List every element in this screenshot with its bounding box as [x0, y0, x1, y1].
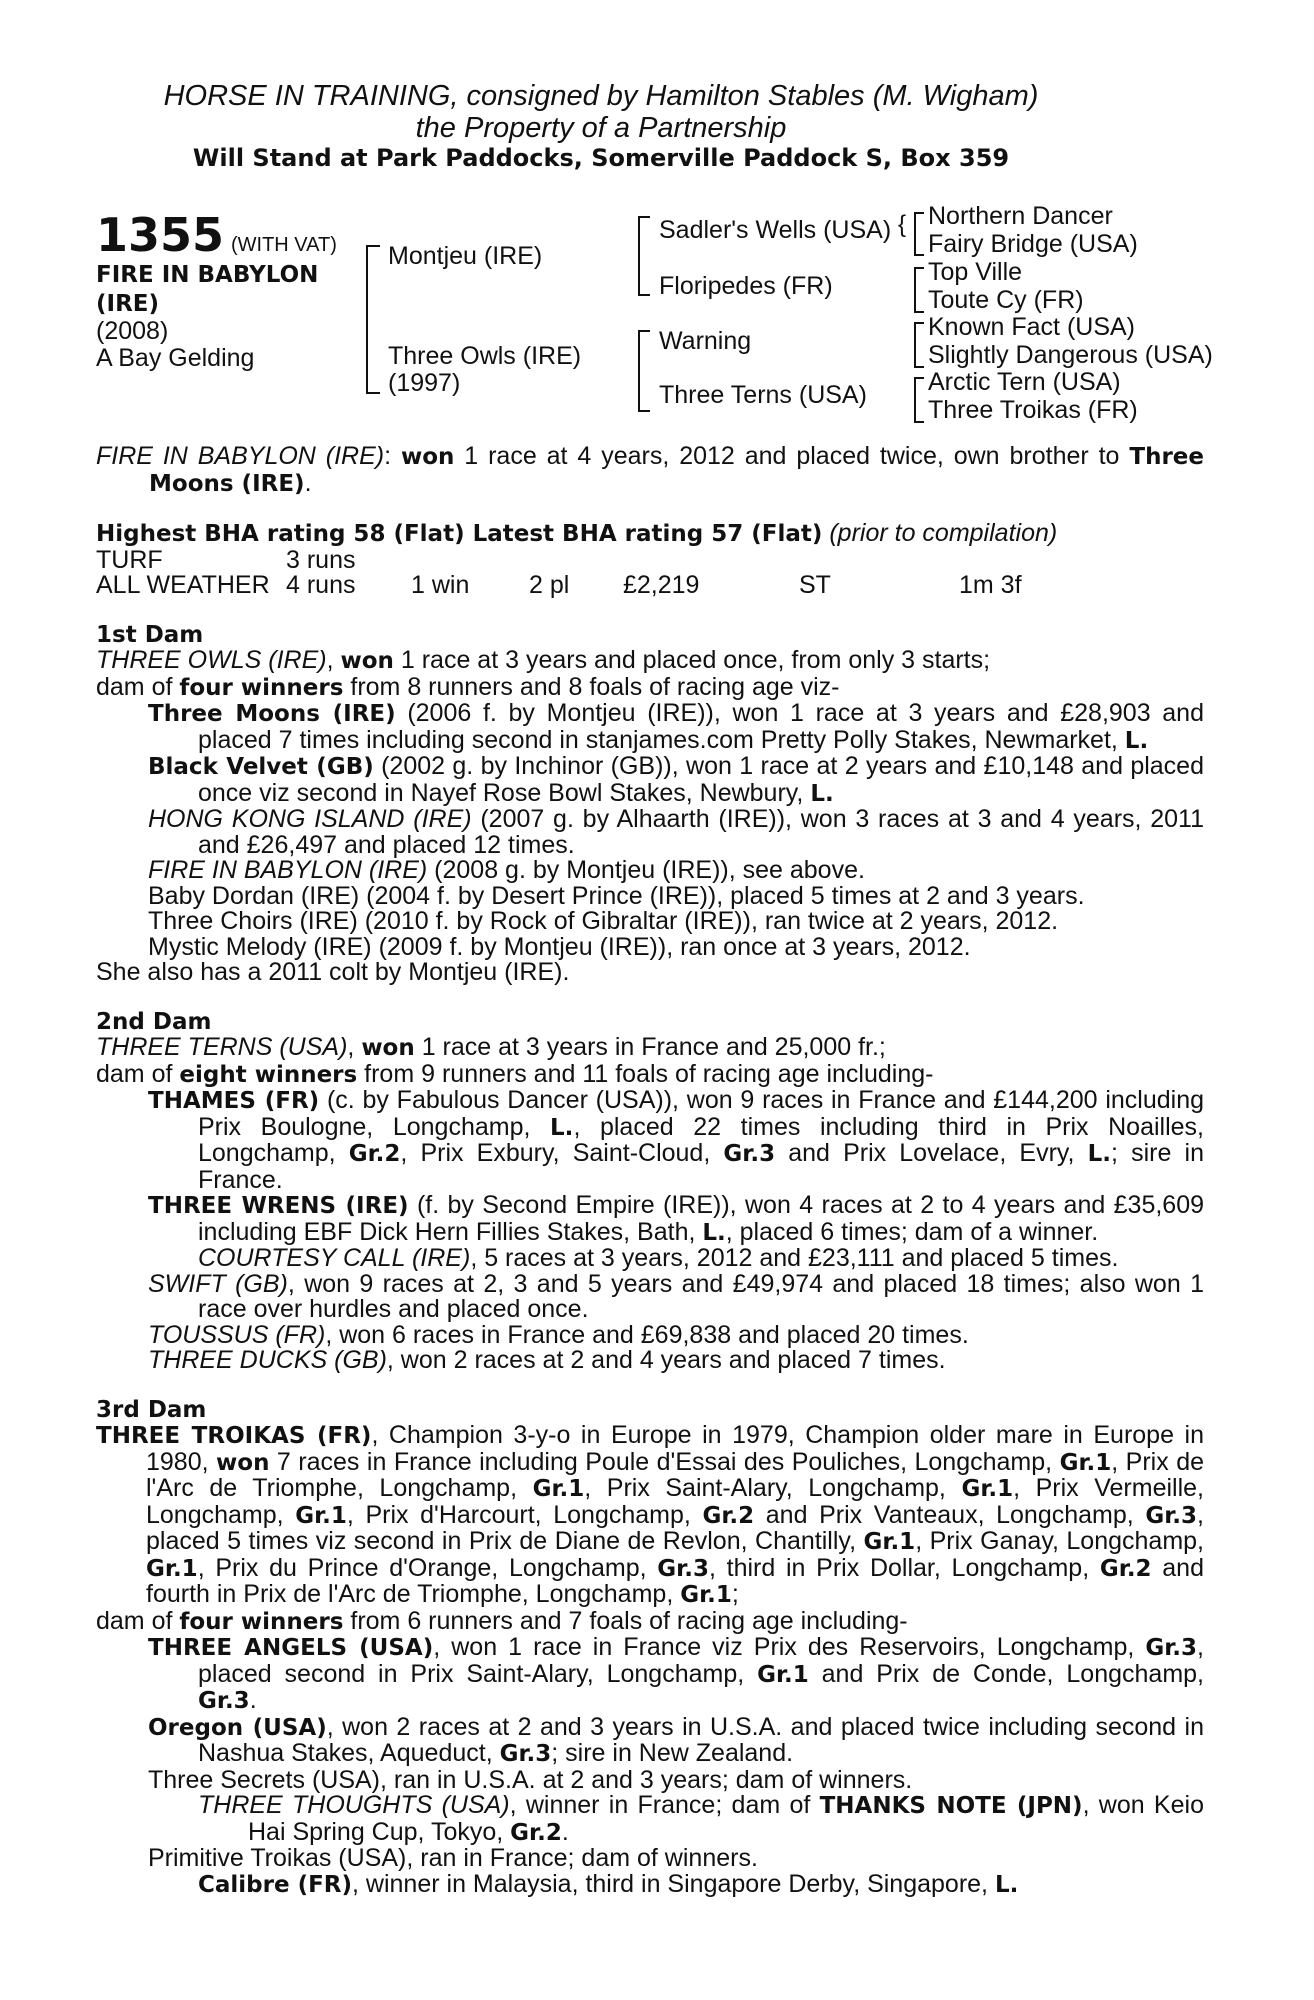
- produce-entry: Calibre (FR), winner in Malaysia, third in Singapore Derby, Singapore, L.: [198, 1869, 1019, 1898]
- produce-entry: FIRE IN BABYLON (IRE) (2008 g. by Montjeu (IRE)), see above.: [148, 856, 865, 884]
- placed: 2 pl: [529, 571, 570, 599]
- second-dam-heading: 2nd Dam: [96, 1008, 212, 1035]
- race-summary: FIRE IN BABYLON (IRE): won 1 race at 4 years, 2012 and placed twice, own brother to Three Moons (IRE).: [96, 442, 1204, 497]
- pedigree-bracket-g2: [914, 267, 924, 313]
- surface: TURF: [96, 545, 163, 574]
- ancestor-3: Top Ville: [928, 258, 1023, 286]
- distance: 1m 3f: [959, 571, 1022, 599]
- produce-entry: SWIFT (GB), won 9 races at 2, 3 and 5 years and £49,974 and placed 18 times; also won 1 race over hurdles and placed once.: [148, 1269, 1204, 1323]
- dam-sire: Warning: [659, 327, 752, 355]
- produce-entry: Mystic Melody (IRE) (2009 f. by Montjeu (IRE)), ran once at 3 years, 2012.: [148, 932, 971, 961]
- produce-entry: THREE DUCKS (GB), won 2 races at 2 and 4 years and placed 7 times.: [148, 1346, 946, 1374]
- catalogue-content: [96, 444, 1204, 1898]
- pedigree-bracket-g4: [914, 377, 924, 423]
- sire-dam: Floripedes (FR): [659, 272, 833, 300]
- dam-dam: Three Terns (USA): [659, 381, 867, 409]
- produce-entry: TOUSSUS (FR), won 6 races in France and £69,838 and placed 20 times.: [148, 1320, 969, 1349]
- first-dam-note: She also has a 2011 colt by Montjeu (IRE).: [96, 958, 570, 986]
- ancestor-4: Toute Cy (FR): [928, 286, 1084, 314]
- produce-entry: COURTESY CALL (IRE), 5 races at 3 years, 2012 and £23,111 and placed 5 times.: [198, 1244, 1119, 1272]
- ancestor-5: Known Fact (USA): [928, 313, 1136, 341]
- produce-entry: Three Choirs (IRE) (2010 f. by Rock of Gibraltar (IRE)), ran twice at 2 years, 2012.: [148, 907, 1059, 935]
- produce-entry: Primitive Troikas (USA), ran in France; dam of winners.: [148, 1844, 758, 1872]
- foaling-year: (2008): [96, 317, 169, 345]
- ancestor-6: Slightly Dangerous (USA): [928, 341, 1213, 369]
- third-dam-produce-summary: dam of four winners from 6 runners and 7 foals of racing age including-: [96, 1606, 908, 1635]
- prize-money: £2,219: [623, 571, 700, 599]
- produce-entry: Three Secrets (USA), ran in U.S.A. at 2 and 3 years; dam of winners.: [148, 1765, 913, 1794]
- third-dam-heading: 3rd Dam: [96, 1396, 207, 1423]
- racing-record-table: [96, 545, 1022, 599]
- produce-entry: Three Moons (IRE) (2006 f. by Montjeu (IRE)), won 1 race at 3 years and £28,903 and placed 7 times including second in stanjames.com Pretty Polly Stakes, Newmarket, L.: [148, 699, 1204, 754]
- first-dam-heading: 1st Dam: [96, 621, 204, 648]
- horse-country: (IRE): [96, 291, 160, 317]
- ancestor-8: Three Troikas (FR): [928, 396, 1138, 424]
- table-row: [96, 573, 1022, 599]
- pedigree-bracket-g1: [914, 212, 924, 256]
- bha-rating: Highest BHA rating 58 (Flat) Latest BHA rating 57 (Flat) (prior to compilation): [96, 519, 1058, 547]
- produce-entry: THREE ANGELS (USA), won 1 race in France viz Prix des Reservoirs, Longchamp, Gr.3, placed second in Prix Saint-Alary, Longchamp, Gr.1 and Prix de Conde, Longchamp, Gr.3.: [148, 1633, 1204, 1714]
- lot-number: 1355: [96, 208, 225, 262]
- ancestor-7: Arctic Tern (USA): [928, 368, 1121, 396]
- produce-entry: Baby Dordan (IRE) (2004 f. by Desert Prince (IRE)), placed 5 times at 2 and 3 years.: [148, 881, 1085, 910]
- produce-entry: THAMES (FR) (c. by Fabulous Dancer (USA)), won 9 races in France and £144,200 including Prix Boulogne, Longchamp, L., placed 22 times including third in Prix Noailles, Longchamp, Gr.2, Prix Exbury, Saint-Cloud, Gr.3 and Prix Lovelace, Evry, L.; sire in France.: [148, 1086, 1205, 1194]
- produce-entry: Black Velvet (GB) (2002 g. by Inchinor (GB)), won 1 race at 2 years and £10,148 and placed once viz second in Nayef Rose Bowl Stakes, Newbury, L.: [148, 752, 1204, 807]
- sire-sire: Sadler's Wells (USA): [659, 216, 892, 244]
- horse-description: A Bay Gelding: [96, 344, 255, 372]
- produce-entry: THREE WRENS (IRE) (f. by Second Empire (IRE)), won 4 races at 2 to 4 years and £35,609 including EBF Dick Hern Fillies Stakes, Bath, L., placed 6 times; dam of a winner.: [148, 1191, 1204, 1246]
- consignor-line: HORSE IN TRAINING, consigned by Hamilton Stables (M. Wigham): [163, 80, 1039, 112]
- bracket-curly: {: [898, 211, 907, 238]
- ownership-line: the Property of a Partnership: [415, 112, 787, 144]
- ancestor-2: Fairy Bridge (USA): [928, 230, 1138, 258]
- location-line: Will Stand at Park Paddocks, Somerville Paddock S, Box 359: [192, 144, 1010, 172]
- pedigree-bracket-main: [366, 245, 380, 394]
- pedigree-bracket-sire: [638, 216, 650, 296]
- vat-note: (WITH VAT): [230, 234, 337, 256]
- table-row: [96, 548, 1022, 574]
- going: ST: [799, 571, 831, 599]
- produce-entry: HONG KONG ISLAND (IRE) (2007 g. by Alhaarth (IRE)), won 3 races at 3 and 4 years, 2011 and £26,497 and placed 12 times.: [148, 805, 1205, 859]
- second-dam-intro: THREE TERNS (USA), won 1 race at 3 years in France and 25,000 fr.;: [96, 1033, 886, 1061]
- second-dam-produce-summary: dam of eight winners from 9 runners and 11 foals of racing age including-: [96, 1059, 934, 1088]
- third-dam-intro: THREE TROIKAS (FR), Champion 3-y-o in Europe in 1979, Champion older mare in Europe in 1980, won 7 races in France including Poule d'Essai des Pouliches, Longchamp, Gr.1, Prix de l'Arc de Triomphe, Longchamp, Gr.1, Prix Saint-Alary, Longchamp, Gr.1, Prix Vermeille, Longchamp, Gr.1, Prix d'Harcourt, Longchamp, Gr.2 and Prix Vanteaux, Longchamp, Gr.3, placed 5 times viz second in Prix de Diane de Revlon, Chantilly, Gr.1, Prix Ganay, Longchamp, Gr.1, Prix du Prince d'Orange, Longchamp, Gr.3, third in Prix Dollar, Longchamp, Gr.2 and fourth in Prix de l'Arc de Triomphe, Longchamp, Gr.1;: [96, 1421, 1205, 1608]
- runs: 4 runs: [286, 571, 356, 599]
- dam: Three Owls (IRE): [388, 342, 582, 370]
- runs: 3 runs: [286, 545, 356, 574]
- ancestor-1: Northern Dancer: [928, 202, 1113, 230]
- pedigree-bracket-dam: [638, 330, 650, 412]
- produce-entry: Oregon (USA), won 2 races at 2 and 3 years in U.S.A. and placed twice including second in Nashua Stakes, Aqueduct, Gr.3; sire in New Zealand.: [148, 1712, 1204, 1767]
- first-dam-intro: THREE OWLS (IRE), won 1 race at 3 years and placed once, from only 3 starts;: [96, 646, 991, 674]
- produce-entry: THREE THOUGHTS (USA), winner in France; dam of THANKS NOTE (JPN), won Keio Hai Spring Cup, Tokyo, Gr.2.: [198, 1791, 1204, 1846]
- wins: 1 win: [411, 571, 470, 599]
- lot-number-block: [96, 210, 337, 260]
- surface: ALL WEATHER: [96, 571, 270, 599]
- pedigree-bracket-g3: [914, 322, 924, 368]
- sire: Montjeu (IRE): [388, 242, 543, 270]
- first-dam-produce-summary: dam of four winners from 8 runners and 8 foals of racing age viz-: [96, 672, 840, 701]
- dam-year: (1997): [388, 369, 461, 397]
- horse-name: FIRE IN BABYLON: [96, 262, 319, 288]
